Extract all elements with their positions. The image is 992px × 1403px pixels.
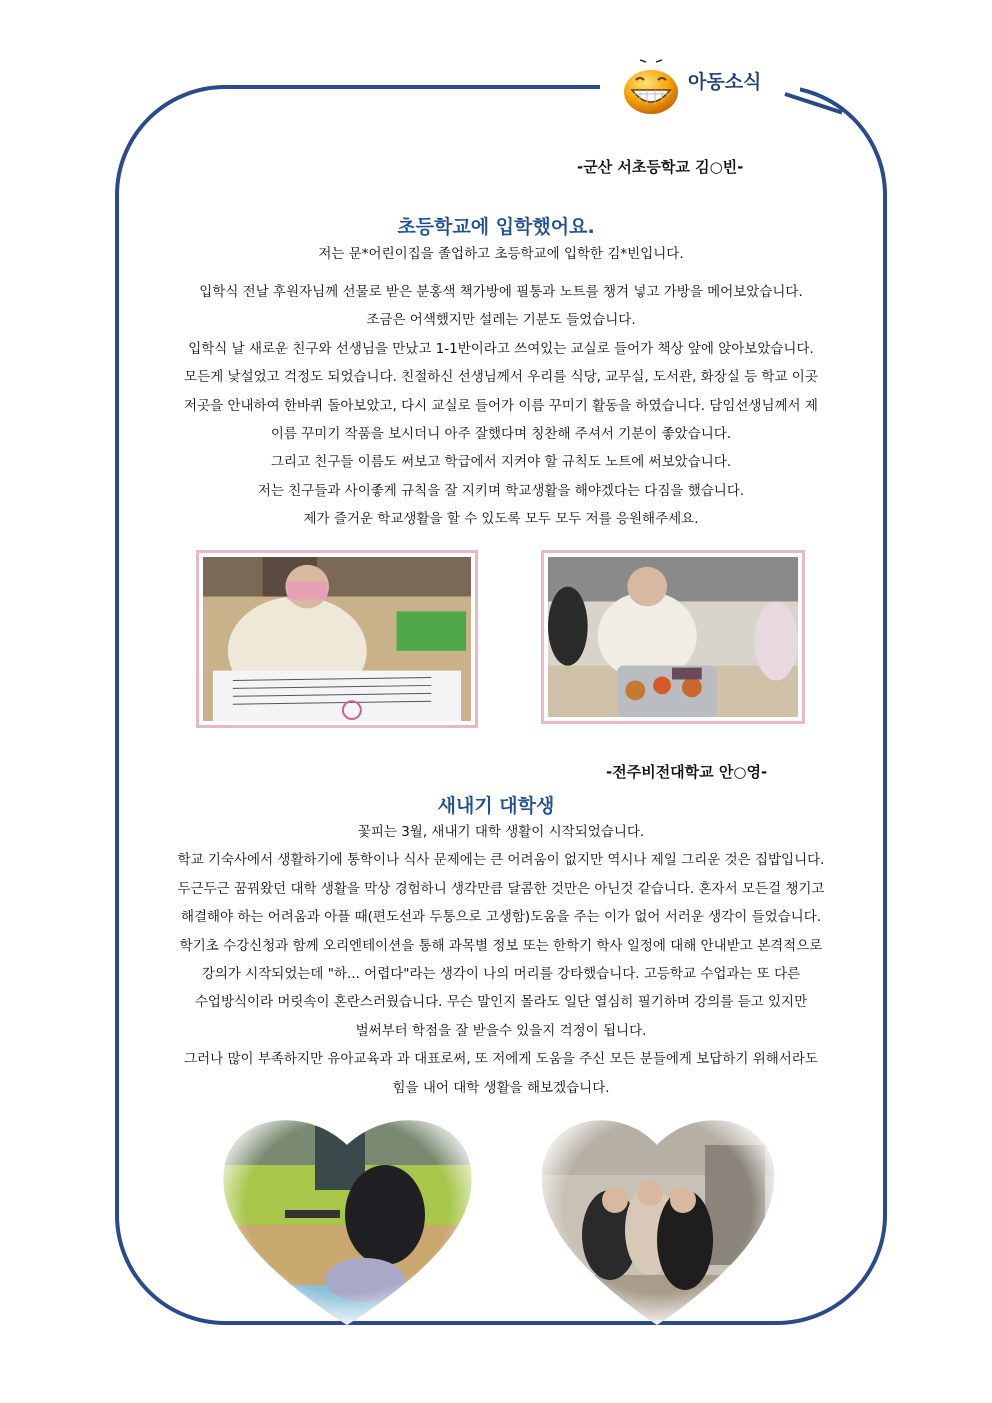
story2-line: 해결해야 하는 어려움과 아플 때(편도선과 두통으로 고생함)도움을 주는 이가 없어 서러운 생각이 들었습니다.	[180, 909, 822, 926]
story2-line: 두근두근 꿈꿔왔던 대학 생활을 막상 경험하니 생각만큼 달콤한 것만은 아닌것 같습니다. 혼자서 모든걸 챙기고	[177, 880, 825, 897]
story1-byline: -군산 서초등학교 김○빈-	[577, 158, 744, 176]
story2-line: 꽃피는 3월, 새내기 대학 생활이 시작되었습니다.	[357, 824, 645, 840]
story2-line: 힘을 내어 대학 생활을 해보겠습니다.	[392, 1079, 610, 1096]
story1-line: 저곳을 안내하여 한바퀴 돌아보았고, 다시 교실로 들어가 이름 꾸미기 활동을 하였습니다. 담임선생님께서 제	[184, 397, 818, 414]
photo-child-writing	[196, 550, 478, 728]
story1-line: 입학식 전날 후원자님께 선물로 받은 분홍색 책가방에 필통과 노트를 챙겨 넣고 가방을 메어보았습니다.	[199, 284, 803, 300]
story2-line: 학기초 수강신청과 함께 오리엔테이션을 통해 과목별 정보 또는 한학기 학사 일정에 대해 안내받고 본격적으로	[179, 937, 823, 954]
story1-title: 초등학교에 입학했어요.	[397, 216, 595, 238]
story1-body	[118, 278, 884, 534]
story1-line: 저는 친구들과 사이좋게 규칙을 잘 지키며 학교생활을 해야겠다는 다짐을 했습니다.	[257, 482, 745, 499]
photo-student-studying	[215, 1105, 480, 1330]
story2-line: 수업방식이라 머릿속이 혼란스러웠습니다. 무슨 말인지 몰라도 일단 열심히 필기하며 강의를 듣고 있지만	[194, 994, 808, 1011]
story1-intro	[118, 240, 884, 268]
story2-body	[118, 818, 884, 1102]
story2-title: 새내기 대학생	[437, 795, 555, 817]
story2-line: 강의가 시작되었는데 "하... 어렵다"라는 생각이 나의 머리를 강타했습니다. 고등학교 수업과는 또 다른	[201, 966, 801, 983]
story1-line: 조금은 어색했지만 설레는 기분도 들었습니다.	[366, 312, 636, 329]
photo-child-lunch	[541, 550, 805, 724]
story2-line: 그러나 많이 부족하지만 유아교육과 과 대표로써, 또 저에게 도움을 주신 모든 분들에게 보답하기 위해서라도	[184, 1051, 818, 1068]
story1-line: 이름 꾸미기 작품을 보시더니 아주 잘했다며 칭찬해 주셔서 기분이 좋았습니다.	[270, 426, 732, 443]
section-tag	[622, 50, 761, 110]
story2-byline: -전주비전대학교 안○영-	[606, 763, 768, 781]
story1-line: 입학식 날 새로운 친구와 선생님을 만났고 1-1반이라고 쓰여있는 교실로 들어가 책상 앞에 앉아보았습니다.	[188, 340, 814, 357]
grinning-face-icon	[622, 56, 680, 104]
section-tag-label: 아동소식	[688, 70, 762, 93]
story2-line: 학교 기숙사에서 생활하기에 통학이나 식사 문제에는 큰 어려움이 없지만 역시나 제일 그리운 것은 집밥입니다.	[177, 852, 825, 869]
story1-line: 모든게 낯설었고 걱정도 되었습니다. 친절하신 선생님께서 우리를 식당, 교무실, 도서관, 화장실 등 학교 이곳	[184, 369, 818, 386]
story1-line: 저는 문*어린이집을 졸업하고 초등학교에 입학한 김*빈입니다.	[318, 246, 684, 262]
story1-line: 그리고 친구들 이름도 써보고 학급에서 지켜야 할 규칙도 노트에 써보았습니다.	[270, 454, 732, 471]
story1-line: 제가 즐거운 학교생활을 할 수 있도록 모두 모두 저를 응원해주세요.	[303, 511, 699, 528]
story2-line: 벌써부터 학점을 잘 받을수 있을지 걱정이 됩니다.	[355, 1022, 647, 1039]
photo-friends-selfie	[535, 1105, 780, 1330]
